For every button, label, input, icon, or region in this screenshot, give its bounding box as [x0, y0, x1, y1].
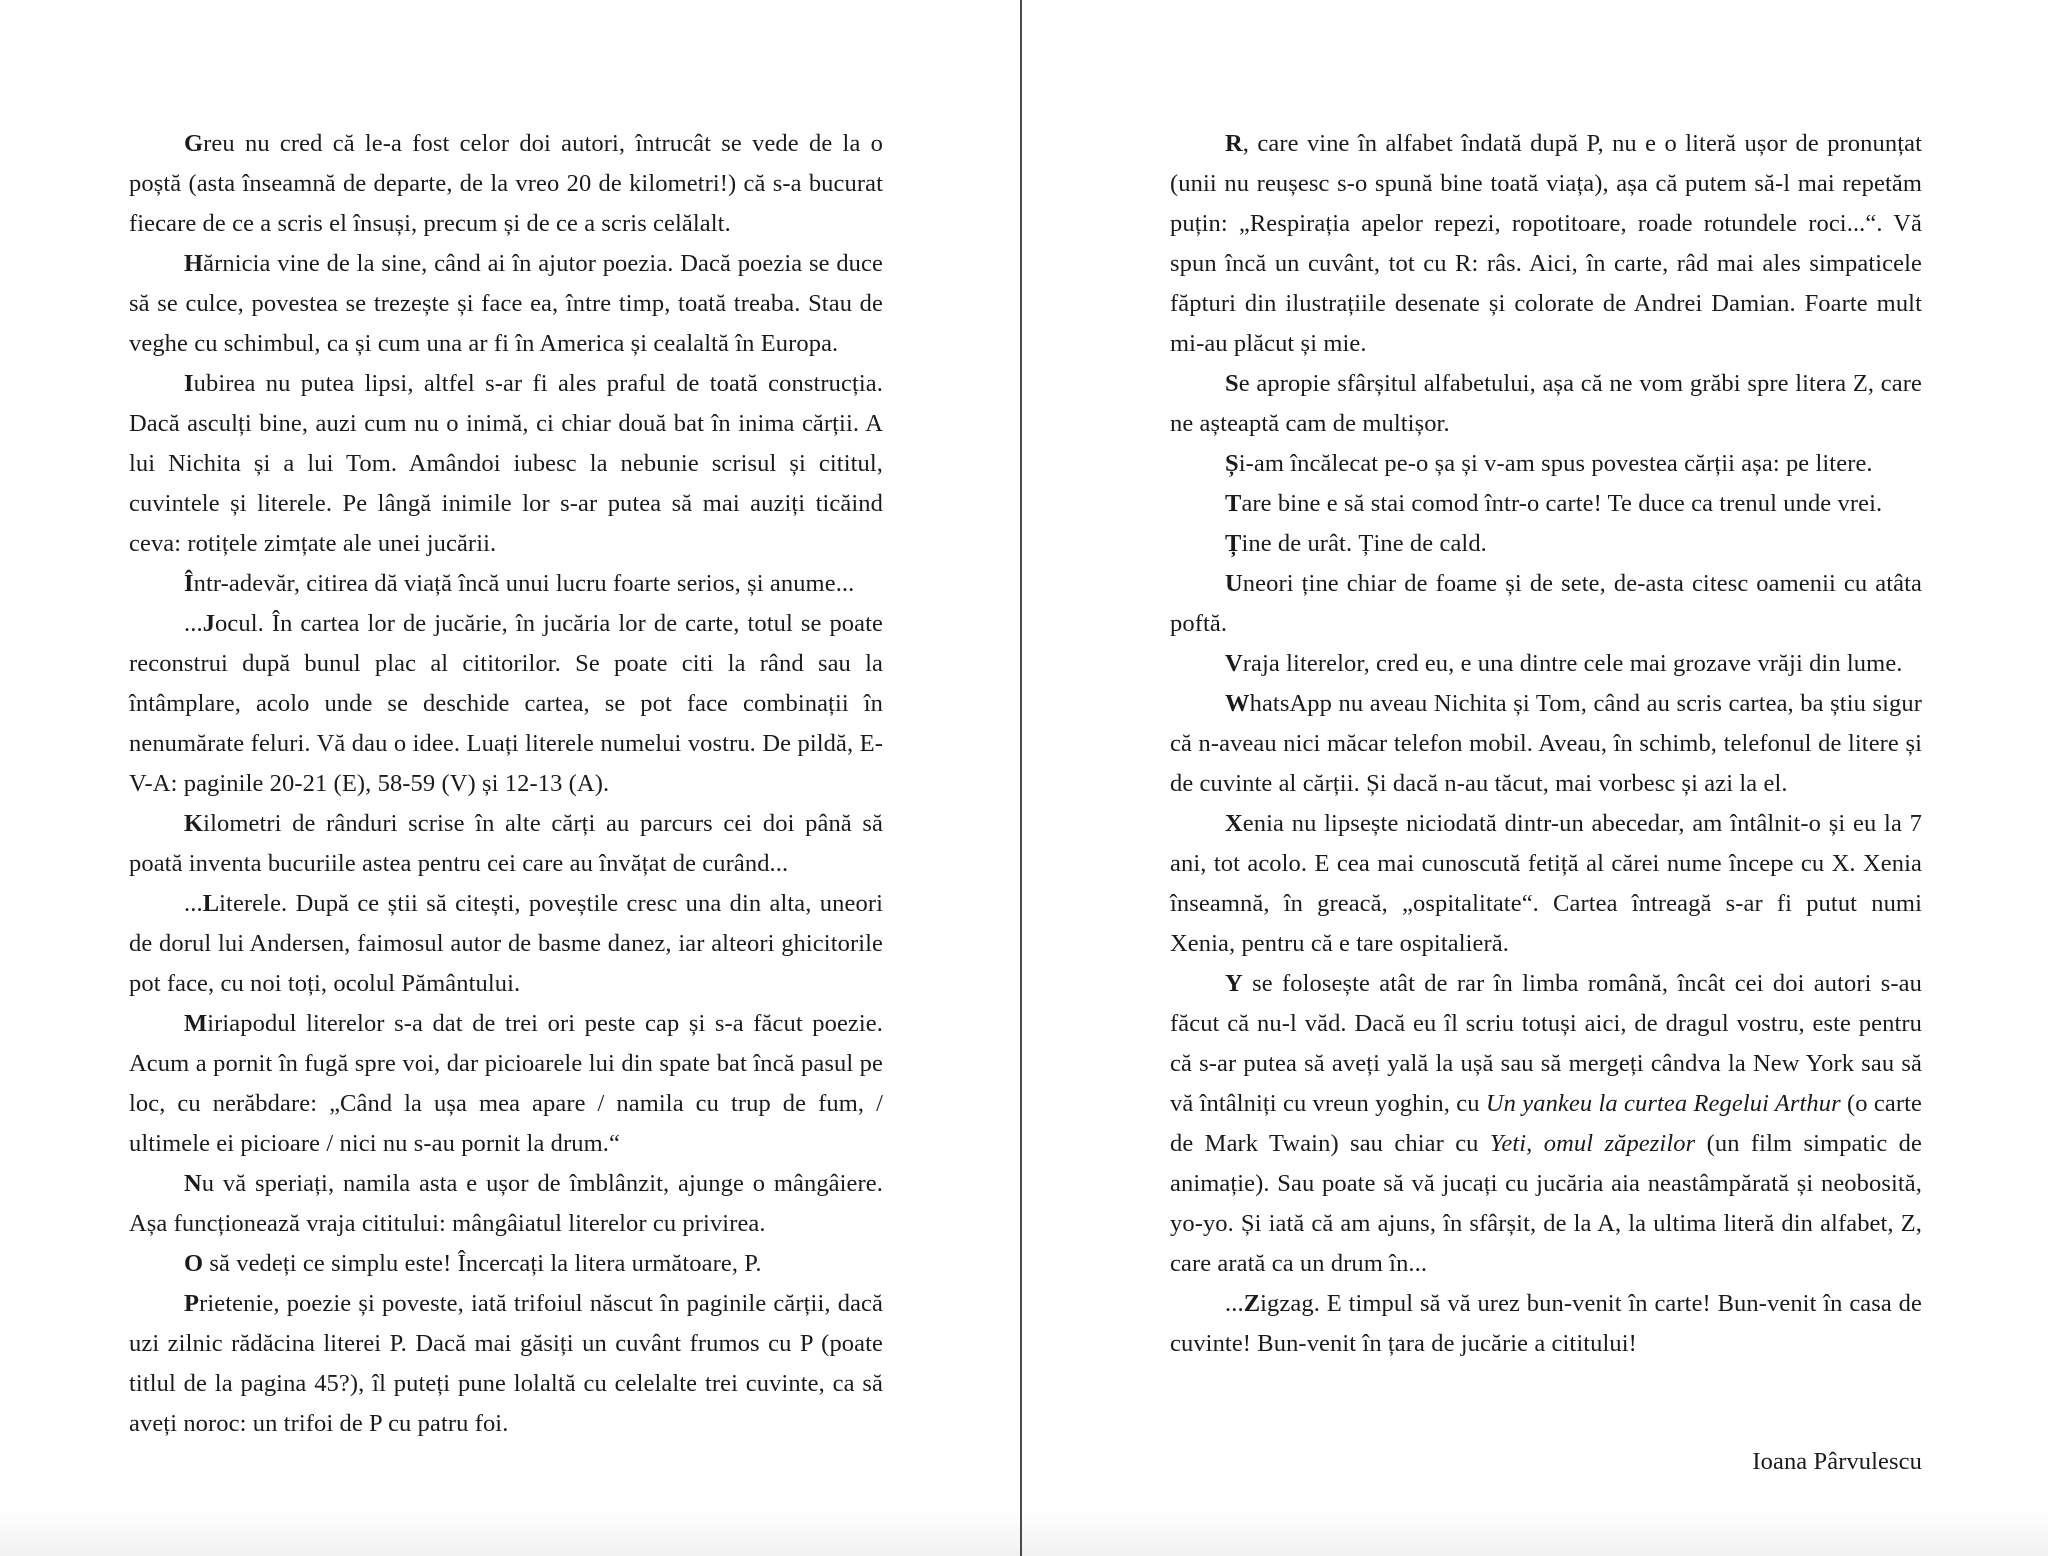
paragraph [129, 804, 883, 884]
paragraph [1170, 364, 1922, 444]
text-run: ine de urât. Ține de cald. [1241, 530, 1487, 557]
paragraph [1170, 1284, 1922, 1364]
italic-title-run: Yeti, omul zăpezilor [1489, 1130, 1696, 1157]
paragraph [1170, 444, 1922, 484]
lead-letter: Z [1243, 1290, 1261, 1317]
lead-letter: Ț [1225, 530, 1242, 557]
lead-letter: S [1225, 370, 1239, 397]
paragraph [129, 364, 883, 564]
lead-letter: V [1225, 650, 1243, 677]
lead-letter: R [1225, 130, 1243, 157]
text-run: e apropie sfârșitul alfabetului, așa că ne vom grăbi spre litera Z, care ne așteaptă cam de multișor. [1170, 370, 1922, 437]
lead-letter: Y [1225, 970, 1243, 997]
paragraph [1170, 564, 1922, 644]
lead-letter: H [184, 250, 204, 277]
paragraph [129, 1284, 883, 1444]
text-run: ărnicia vine de la sine, când ai în ajutor poezia. Dacă poezia se duce să se culce, povestea se trezește și face ea, între timp, toată treaba. Stau de veghe cu schimbul, ca și cum una ar fi în America și cealaltă în Europa. [129, 250, 883, 357]
text-run: ... [1225, 1290, 1244, 1317]
lead-letter: L [202, 890, 220, 917]
lead-letter: W [1225, 690, 1250, 717]
text-run: ntr-adevăr, citirea dă viață încă unui lucru foarte serios, și anume... [193, 570, 855, 597]
page-right [1022, 0, 2048, 1556]
text-run: raja literelor, cred eu, e una dintre cele mai grozave vrăji din lume. [1242, 650, 1903, 677]
text-run: igzag. E timpul să vă urez bun-venit în carte! Bun-venit în casa de cuvinte! Bun-venit în țara de jucărie a cititului! [1170, 1290, 1922, 1357]
paragraph [129, 244, 883, 364]
text-run: se folosește atât de rar în limba română, încât cei doi autori s-au făcut că nu-l văd. Dacă eu îl scriu totuși aici, de dragul vostru, este pentru că s-ar putea să aveți yală la ușă sau să mergeți cândva la New York sau să vă întâlniți cu vreun yoghin, cu [1170, 970, 1922, 1117]
lead-letter: I [184, 370, 194, 397]
text-run: iriapodul literelor s-a dat de trei ori peste cap și s-a făcut poezie. Acum a pornit în fugă spre voi, dar picioarele lui din spate bat încă pasul pe loc, cu nerăbdare: „Când la ușa mea apare / namila cu trup de fum, / ultimele ei picioare / nici nu s-au pornit la drum.“ [129, 1010, 883, 1157]
italic-title-run: Un yankeu la curtea Regelui Arthur [1485, 1090, 1841, 1117]
paragraph [129, 604, 883, 804]
paragraph [129, 1244, 883, 1284]
lead-letter: U [1225, 570, 1243, 597]
paragraph [129, 124, 883, 244]
text-run: să vedeți ce simplu este! Încercați la litera următoare, P. [203, 1250, 762, 1277]
page-left [0, 0, 1020, 1556]
lead-letter: M [184, 1010, 208, 1037]
text-run: u vă speriați, namila asta e ușor de îmblânzit, ajunge o mângâiere. Așa funcționează vraja cititului: mângâiatul literelor cu privirea. [129, 1170, 883, 1237]
page-left-text [129, 124, 883, 1444]
text-run: (un film simpatic de animație). Sau poate să vă jucați cu jucăria aia neastâmpărată și neobosită, yo-yo. Și iată că am ajuns, în sfârșit, de la A, la ultima literă din alfabet, Z, care arată ca un drum în... [1170, 1130, 1922, 1277]
paragraph [129, 884, 883, 1004]
text-run: neori ține chiar de foame și de sete, de-asta citesc oamenii cu atâta poftă. [1170, 570, 1922, 637]
text-run: ... [184, 610, 203, 637]
paragraph [1170, 684, 1922, 804]
lead-letter: P [184, 1290, 200, 1317]
paragraph [1170, 804, 1922, 964]
paragraph [1170, 124, 1922, 364]
paragraph [1170, 964, 1922, 1284]
author-signature: Ioana Pârvulescu [1752, 1448, 1922, 1475]
text-run: i-am încălecat pe-o șa și v-am spus povestea cărții așa: pe litere. [1238, 450, 1873, 477]
lead-letter: X [1225, 810, 1243, 837]
text-run: rietenie, poezie și poveste, iată trifoiul născut în paginile cărții, dacă uzi zilnic rădăcina literei P. Dacă mai găsiți un cuvânt frumos cu P (poate titlul de la pagina 45?), îl puteți pune lolaltă cu celelalte trei cuvinte, ca să aveți noroc: un trifoi de P cu patru foi. [129, 1290, 883, 1437]
paragraph [129, 564, 883, 604]
text-run: hatsApp nu aveau Nichita și Tom, când au scris cartea, ba știu sigur că n-aveau nici măcar telefon mobil. Aveau, în schimb, telefonul de litere și de cuvinte al cărții. Și dacă n-au tăcut, mai vorbesc și azi la el. [1170, 690, 1922, 797]
text-run: ocul. În cartea lor de jucărie, în jucăria lor de carte, totul se poate reconstrui după bunul plac al cititorilor. Se poate citi la rând sau la întâmplare, acolo unde se deschide cartea, se pot face combinații în nenumărate feluri. Vă dau o idee. Luați literele numelui vostru. De pildă, E-V-A: paginile 20-21 (E), 58-59 (V) și 12-13 (A). [129, 610, 883, 797]
lead-letter: O [184, 1250, 204, 1277]
text-run: ilometri de rânduri scrise în alte cărți au parcurs cei doi până să poată inventa bucuriile astea pentru cei care au învățat de curând... [129, 810, 883, 877]
text-run: enia nu lipsește niciodată dintr-un abecedar, am întâlnit-o și eu la 7 ani, tot acolo. E cea mai cunoscută fetiță al cărei nume începe cu X. Xenia înseamnă, în greacă, „ospitalitate“. Cartea întreagă s-ar fi putut numi Xenia, pentru că e tare ospitalieră. [1170, 810, 1922, 957]
page-right-text [1170, 124, 1922, 1482]
text-run: reu nu cred că le-a fost celor doi autori, întrucât se vede de la o poștă (asta înseamnă de departe, de la vreo 20 de kilometri!) că s-a bucurat fiecare de ce a scris el însuși, precum și de ce a scris celălalt. [129, 130, 883, 237]
paragraph [1170, 524, 1922, 564]
lead-letter: Î [184, 570, 194, 597]
text-run: , care vine în alfabet îndată după P, nu e o literă ușor de pronunțat (unii nu reușesc s-o spună bine toată viața), așa că putem să-l mai repetăm puțin: „Respirația apelor repezi, ropotitoare, roade rotundele roci...“. Vă spun încă un cuvânt, tot cu R: râs. Aici, în carte, râd mai ales simpaticele făpturi din ilustrațiile desenate și colorate de Andrei Damian. Foarte mult mi-au plăcut și mie. [1170, 130, 1922, 357]
text-run: iterele. După ce știi să citești, poveștile cresc una din alta, uneori de dorul lui Andersen, faimosul autor de basme danez, iar alteori ghicitorile pot face, cu noi toți, ocolul Pământului. [129, 890, 883, 997]
lead-letter: Ș [1225, 450, 1239, 477]
text-run: ... [184, 890, 203, 917]
paragraph [129, 1164, 883, 1244]
paragraph [1170, 644, 1922, 684]
lead-letter: G [184, 130, 204, 157]
lead-letter: K [184, 810, 204, 837]
paragraph [1170, 484, 1922, 524]
lead-letter: N [184, 1170, 202, 1197]
lead-letter: J [202, 610, 216, 637]
lead-letter: T [1225, 490, 1242, 517]
text-run: ubirea nu putea lipsi, altfel s-ar fi ales praful de toată construcția. Dacă asculți bine, auzi cum nu o inimă, ci chiar două bat în inima cărții. A lui Nichita și a lui Tom. Amândoi iubesc la nebunie scrisul și cititul, cuvintele și literele. Pe lângă inimile lor s-ar putea să mai auziți ticăind ceva: rotițele zimțate ale unei jucării. [129, 370, 883, 557]
text-run: (o carte de Mark Twain) sau chiar cu [1170, 1090, 1922, 1157]
paragraph [129, 1004, 883, 1164]
text-run: are bine e să stai comod într-o carte! Te duce ca trenul unde vrei. [1241, 490, 1883, 517]
